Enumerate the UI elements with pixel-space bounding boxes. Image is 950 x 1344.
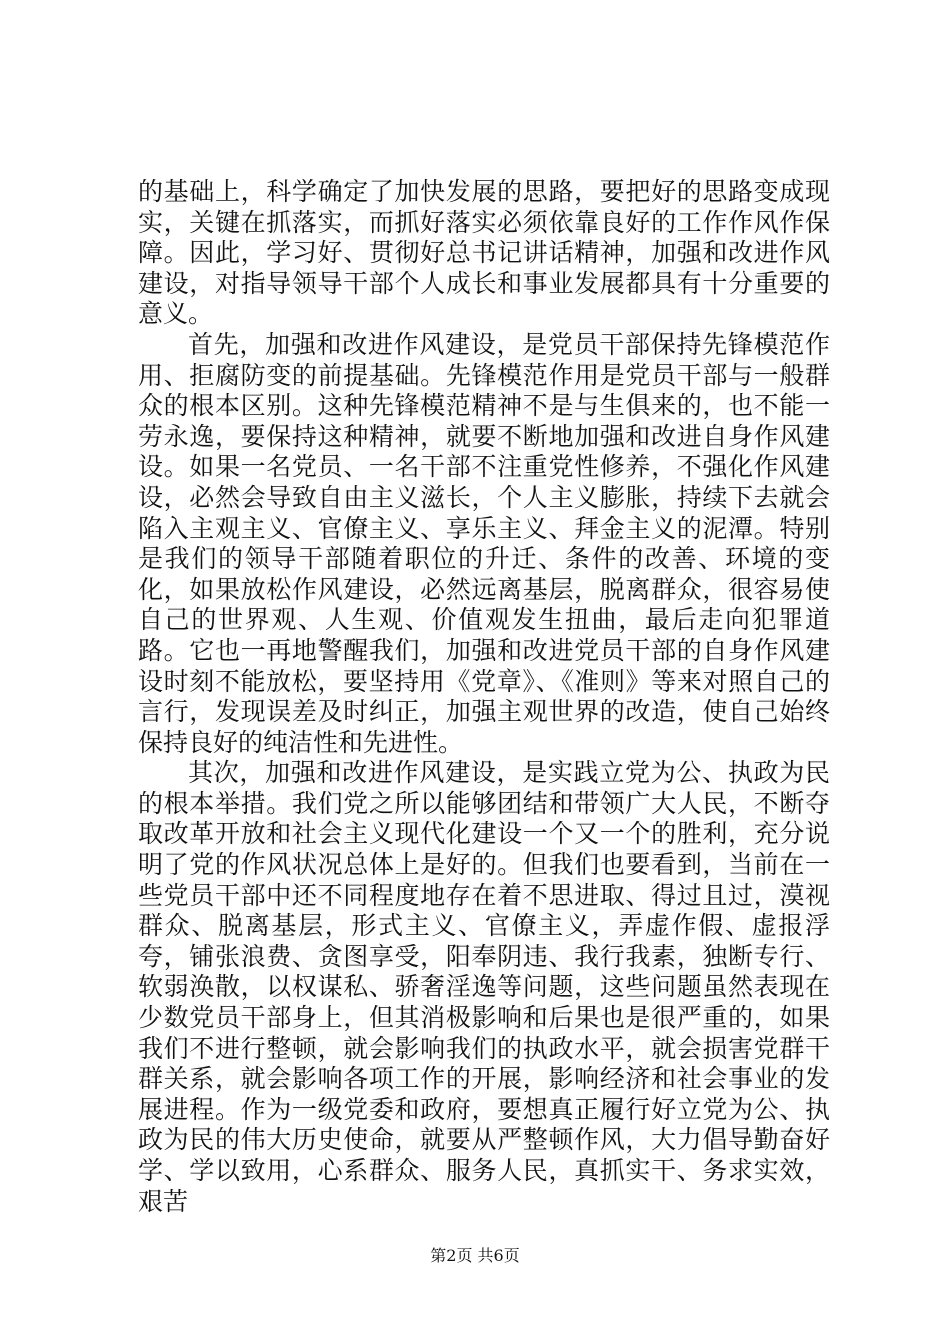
paragraph-first-point: 首先，加强和改进作风建设，是党员干部保持先锋模范作用、拒腐防变的前提基础。先锋模范作用是党员干部与一般群众的根本区别。这种先锋模范精神不是与生俱来的，也不能一劳永逸，要保持这种精神，就要不断地加强和改进自身作风建设。如果一名党员、一名干部不注重党性修养，不强化作风建设，必然会导致自由主义滋长，个人主义膨胀，持续下去就会陷入主观主义、官僚主义、享乐主义、拜金主义的泥潭。特别是我们的领导干部随着职位的升迁、条件的改善、环境的变化，如果放松作风建设，必然远离基层，脱离群众，很容易使自己的世界观、人生观、价值观发生扭曲，最后走向犯罪道路。它也一再地警醒我们，加强和改进党员干部的自身作风建设时刻不能放松，要坚持用《党章》、《准则》等来对照自己的言行，发现误差及时纠正，加强主观世界的改造，使自己始终保持良好的纯洁性和先进性。 (138, 329, 830, 757)
page-footer: 第2页 共6页 (430, 1246, 520, 1265)
document-body (138, 177, 830, 1217)
paragraph-continuation: 的基础上，科学确定了加快发展的思路，要把好的思路变成现实，关键在抓落实，而抓好落实必须依靠良好的工作作风作保障。因此，学习好、贯彻好总书记讲话精神，加强和改进作风建设，对指导领导干部个人成长和事业发展都具有十分重要的意义。 (138, 177, 830, 329)
paragraph-second-point: 其次，加强和改进作风建设，是实践立党为公、执政为民的根本举措。我们党之所以能够团结和带领广大人民，不断夺取改革开放和社会主义现代化建设一个又一个的胜利，充分说明了党的作风状况总体上是好的。但我们也要看到，当前在一些党员干部中还不同程度地存在着不思进取、得过且过，漠视群众、脱离基层，形式主义、官僚主义，弄虚作假、虚报浮夸，铺张浪费、贪图享受，阳奉阴违、我行我素，独断专行、软弱涣散，以权谋私、骄奢淫逸等问题，这些问题虽然表现在少数党员干部身上，但其消极影响和后果也是很严重的，如果我们不进行整顿，就会影响我们的执政水平，就会损害党群干群关系，就会影响各项工作的开展，影响经济和社会事业的发展进程。作为一级党委和政府，要想真正履行好立党为公、执政为民的伟大历史使命，就要从严整顿作风，大力倡导勤奋好学、学以致用，心系群众、服务人民，真抓实干、务求实效，艰苦 (138, 758, 830, 1216)
